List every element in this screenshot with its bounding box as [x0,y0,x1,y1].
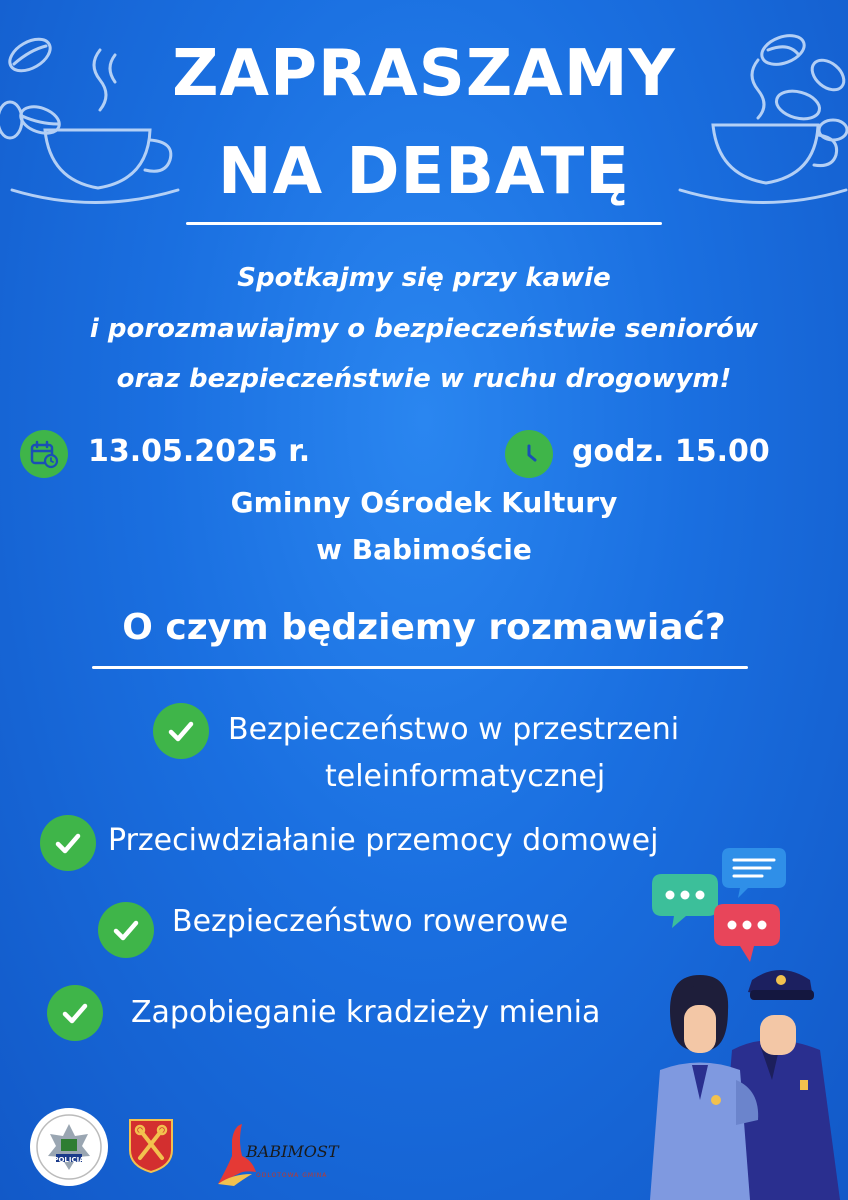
topic-3: Bezpieczeństwo rowerowe [172,904,569,939]
check-icon [47,985,103,1041]
babimost-tagline: ODLOTOWA GMINA [256,1172,328,1179]
title-line-1: ZAPRASZAMY [172,37,676,111]
subtitle-line-2: i porozmawiajmy o bezpieczeństwie seniorów [89,314,759,344]
topic-4: Zapobieganie kradzieży mienia [131,995,601,1030]
police-logo [30,1108,108,1186]
check-icon [153,703,209,759]
title-divider [186,222,662,225]
venue-line-2: w Babimoście [316,533,532,566]
venue-line-1: Gminny Ośrodek Kultury [230,486,618,519]
event-date: 13.05.2025 r. [88,434,311,469]
title-line-2: NA DEBATĘ [218,135,630,209]
event-time: godz. 15.00 [572,434,770,469]
topic-1-line-1: Bezpieczeństwo w przestrzeni [228,712,680,747]
topic-2: Przeciwdziałanie przemocy domowej [108,823,659,858]
topic-1-line-2: teleinformatycznej [325,759,606,794]
police-officers-illustration [640,950,848,1200]
check-icon [98,902,154,958]
clock-icon [505,430,553,478]
calendar-icon [20,430,68,478]
topics-divider [92,666,748,669]
topics-heading: O czym będziemy rozmawiać? [122,607,726,648]
subtitle-line-3: oraz bezpieczeństwie w ruchu drogowym! [116,364,732,394]
coat-of-arms-logo [128,1118,174,1178]
check-icon [40,815,96,871]
babimost-logo [212,1120,342,1186]
subtitle-line-1: Spotkajmy się przy kawie [237,263,611,293]
police-logo-label: POLICJA [53,1156,85,1164]
babimost-name: BABIMOST [246,1142,339,1161]
